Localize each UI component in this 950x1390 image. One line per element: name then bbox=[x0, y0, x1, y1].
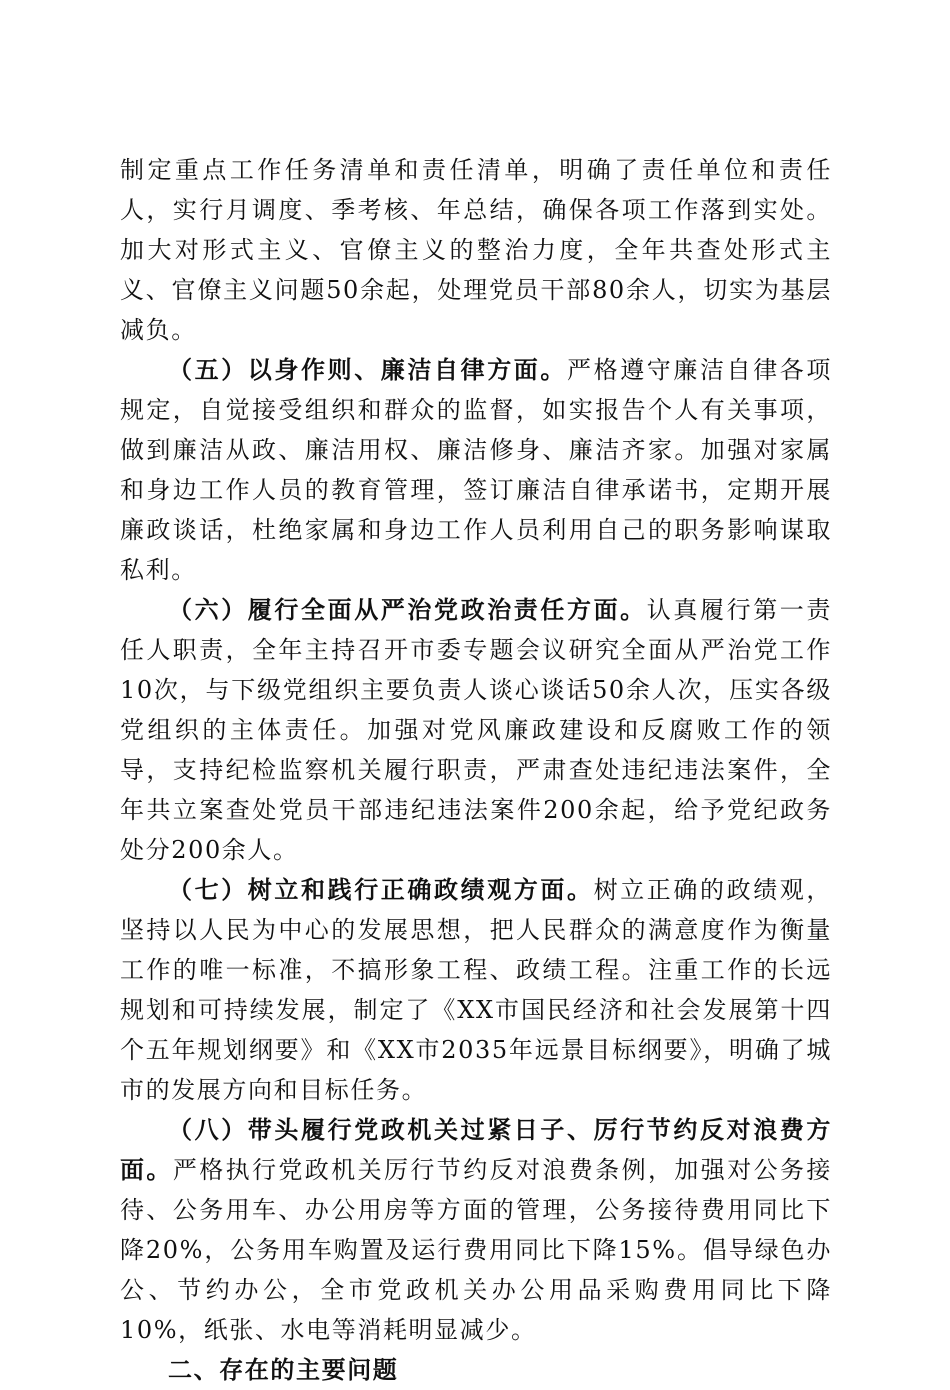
paragraph-text: 认真履行第一责任人职责，全年主持召开市委专题会议研究全面从严治党工作10次，与下级党组织主要负责人谈心谈话50余人次，压实各级党组织的主体责任。加强对党风廉政建设和反腐败工作的领导，支持纪检监察机关履行职责，严肃查处违纪违法案件，全年共立案查处党员干部违纪违法案件200余起，给予党纪政务处分200余人。 bbox=[120, 596, 832, 864]
paragraph-text: 制定重点工作任务清单和责任清单，明确了责任单位和责任人，实行月调度、季考核、年总结，确保各项工作落到实处。加大对形式主义、官僚主义的整治力度，全年共查处形式主义、官僚主义问题50余起，处理党员干部80余人，切实为基层减负。 bbox=[120, 156, 832, 344]
paragraph-text: 严格执行党政机关厉行节约反对浪费条例，加强对公务接待、公务用车、办公用房等方面的管理，公务接待费用同比下降20%，公务用车购置及运行费用同比下降15%。倡导绿色办公、节约办公，全市党政机关办公用品采购费用同比下降10%，纸张、水电等消耗明显减少。 bbox=[120, 1156, 833, 1344]
paragraph-text: 严格遵守廉洁自律各项规定，自觉接受组织和群众的监督，如实报告个人有关事项，做到廉洁从政、廉洁用权、廉洁修身、廉洁齐家。加强对家属和身边工作人员的教育管理，签订廉洁自律承诺书，定期开展廉政谈话，杜绝家属和身边工作人员利用自己的职务影响谋取私利。 bbox=[120, 356, 832, 584]
paragraph-text: 树立正确的政绩观，坚持以人民为中心的发展思想，把人民群众的满意度作为衡量工作的唯一标准，不搞形象工程、政绩工程。注重工作的长远规划和可持续发展，制定了《XX市国民经济和社会发展第十四个五年规划纲要》和《XX市2035年远景目标纲要》，明确了城市的发展方向和目标任务。 bbox=[120, 876, 832, 1104]
paragraph-heading: （六）履行全面从严治党政治责任方面。 bbox=[168, 596, 647, 624]
paragraph-frugality bbox=[120, 1110, 832, 1350]
paragraph-heading: （七）树立和践行正确政绩观方面。 bbox=[168, 876, 594, 904]
paragraph-integrity bbox=[120, 350, 832, 590]
paragraph-heading: （五）以身作则、廉洁自律方面。 bbox=[168, 356, 567, 384]
paragraph-party-discipline bbox=[120, 590, 832, 870]
paragraph-heading: （八）带头履行党政机关过紧日子、厉行节约反对浪费方面。 bbox=[120, 1116, 832, 1184]
paragraph-performance-view bbox=[120, 870, 832, 1110]
paragraph-continuation bbox=[120, 150, 832, 350]
document-body bbox=[120, 150, 832, 1390]
section-heading: 二、存在的主要问题 bbox=[168, 1356, 399, 1384]
